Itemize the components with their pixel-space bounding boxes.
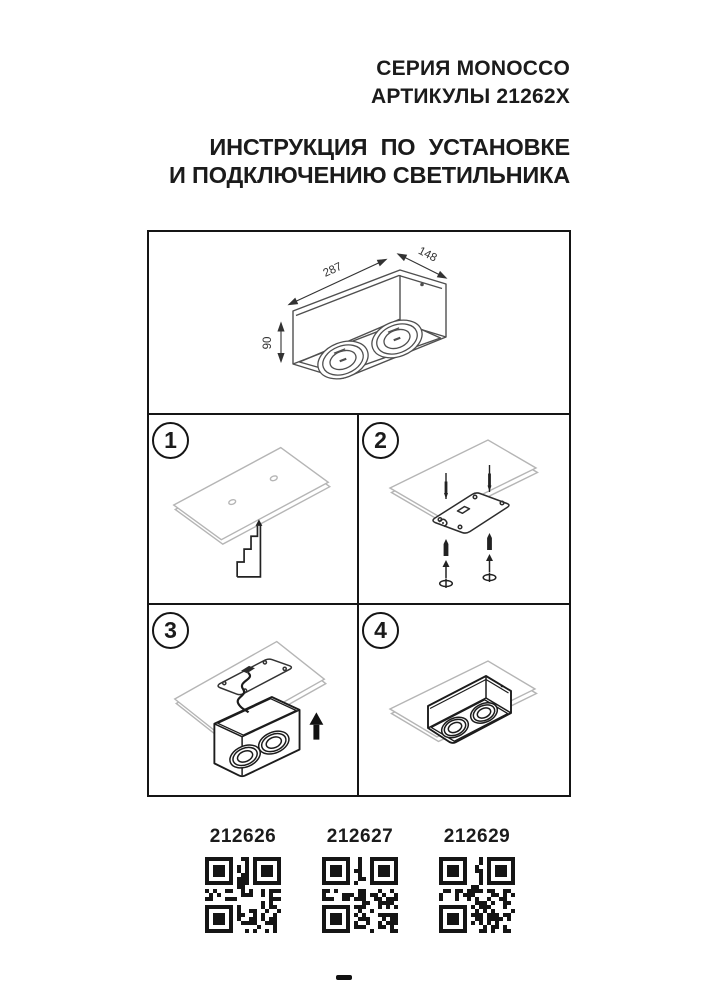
step-number-badge: 4 <box>362 612 399 649</box>
page-title <box>169 134 570 189</box>
screws-and-anchors-lower <box>440 533 496 588</box>
product-isometric-drawing <box>149 232 569 413</box>
dimension-height <box>262 323 284 362</box>
screw-hole-dot <box>420 283 424 287</box>
step-cell-4 <box>359 605 569 795</box>
qr-code-section <box>200 826 520 933</box>
qr-code <box>322 857 398 933</box>
step-cell-2 <box>359 415 569 605</box>
arrow-up-icon <box>309 712 323 739</box>
product-drawing-cell <box>149 232 569 415</box>
svg-text:287: 287 <box>321 260 344 280</box>
header <box>169 55 570 189</box>
qr-item <box>434 826 520 933</box>
step-cell-3 <box>149 605 359 795</box>
installation-steps-grid <box>149 415 569 795</box>
article-number: 212626 <box>209 826 277 847</box>
svg-text:148: 148 <box>416 245 439 265</box>
ceiling-panel <box>174 448 330 545</box>
page-fold-mark <box>336 975 352 980</box>
qr-item <box>200 826 286 933</box>
title-line-2: И ПОДКЛЮЧЕНИЮ СВЕТИЛЬНИКА <box>168 161 570 188</box>
articles-line: АРТИКУЛЫ 21262X <box>371 84 570 108</box>
article-number: 212629 <box>443 826 511 847</box>
qr-code <box>205 857 281 933</box>
figure-box <box>147 230 571 797</box>
step-number-badge: 1 <box>152 422 189 459</box>
step-number-badge: 2 <box>362 422 399 459</box>
step-cell-1 <box>149 415 359 605</box>
qr-item <box>317 826 403 933</box>
luminaire-body <box>293 270 446 379</box>
svg-text:90: 90 <box>262 336 274 350</box>
qr-code <box>439 857 515 933</box>
series-name: СЕРИЯ MONOCCO <box>376 57 570 80</box>
title-line-1: ИНСТРУКЦИЯ ПО УСТАНОВКЕ <box>209 134 570 160</box>
step-number-badge: 3 <box>152 612 189 649</box>
article-number: 212627 <box>326 826 394 847</box>
